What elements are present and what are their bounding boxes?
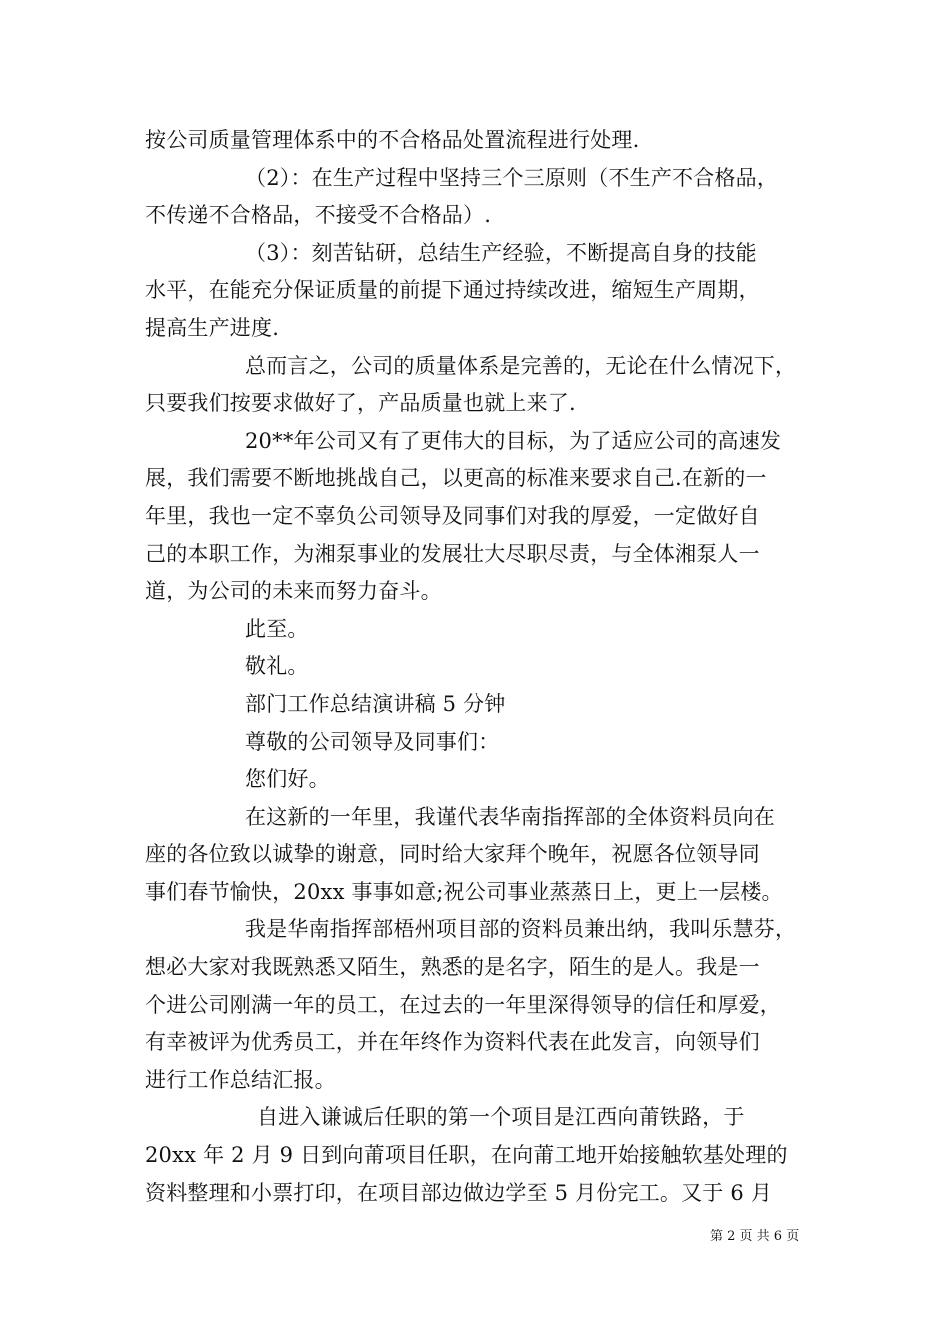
text-line: 此至。 <box>245 616 309 641</box>
text-line: 己的本职工作，为湘泵事业的发展壮大尽职尽责，与全体湘泵人一 <box>145 541 760 566</box>
text-line: 总而言之，公司的质量体系是完善的，无论在什么情况下， <box>245 353 797 378</box>
text-line: 有幸被评为优秀员工，并在年终作为资料代表在此发言，向领导们 <box>145 1030 760 1055</box>
text-line: 水平，在能充分保证质量的前提下通过持续改进，缩短生产周期， <box>145 278 760 303</box>
text-line: 只要我们按要求做好了，产品质量也就上来了. <box>145 391 576 416</box>
text-line: 进行工作总结汇报。 <box>145 1067 336 1092</box>
section-heading: 部门工作总结演讲稿 5 分钟 <box>245 691 506 716</box>
greeting: 您们好。 <box>245 767 330 792</box>
text-line: 事们春节愉快，20xx 事事如意;祝公司事业蒸蒸日上，更上一层楼。 <box>145 879 783 904</box>
text-line: 20xx 年 2 月 9 日到向莆项目任职，在向莆工地开始接触软基处理的 <box>145 1143 788 1168</box>
text-line: 不传递不合格品，不接受不合格品）. <box>145 203 492 228</box>
text-line: 按公司质量管理体系中的不合格品处置流程进行处理. <box>145 128 640 152</box>
text-line: 座的各位致以诚挚的谢意，同时给大家拜个晚年，祝愿各位领导同 <box>145 842 760 867</box>
text-line: 提高生产进度. <box>145 315 280 340</box>
text-line: 在这新的一年里，我谨代表华南指挥部的全体资料员向在 <box>245 804 775 829</box>
text-line: 年里，我也一定不辜负公司领导及同事们对我的厚爱，一定做好自 <box>145 503 760 528</box>
text-line: （3）：刻苦钻研，总结生产经验，不断提高自身的技能 <box>245 240 757 265</box>
text-line: 资料整理和小票打印，在项目部边做边学至 5 月份完工。又于 6 月 <box>145 1180 773 1205</box>
page-number: 第 2 页 共 6 页 <box>710 1229 800 1244</box>
text-line: 道，为公司的未来而努力奋斗。 <box>145 579 442 604</box>
text-line: 展，我们需要不断地挑战自己，以更高的标准来要求自己.在新的一 <box>145 466 767 491</box>
salutation: 尊敬的公司领导及同事们： <box>245 729 500 754</box>
text-line: 我是华南指挥部梧州项目部的资料员兼出纳，我叫乐慧芬， <box>245 917 797 942</box>
text-line: 个进公司刚满一年的员工，在过去的一年里深得领导的信任和厚爱， <box>145 992 781 1017</box>
text-line: 自进入谦诚后任职的第一个项目是江西向莆铁路，于 <box>257 1105 745 1130</box>
text-line: 想必大家对我既熟悉又陌生，熟悉的是名字，陌生的是人。我是一 <box>145 955 760 980</box>
text-line: （2）：在生产过程中坚持三个三原则（不生产不合格品， <box>245 165 779 190</box>
text-line: 敬礼。 <box>245 654 309 679</box>
document-body <box>145 122 825 1212</box>
text-line: 20**年公司又有了更伟大的目标，为了适应公司的高速发 <box>245 428 782 453</box>
